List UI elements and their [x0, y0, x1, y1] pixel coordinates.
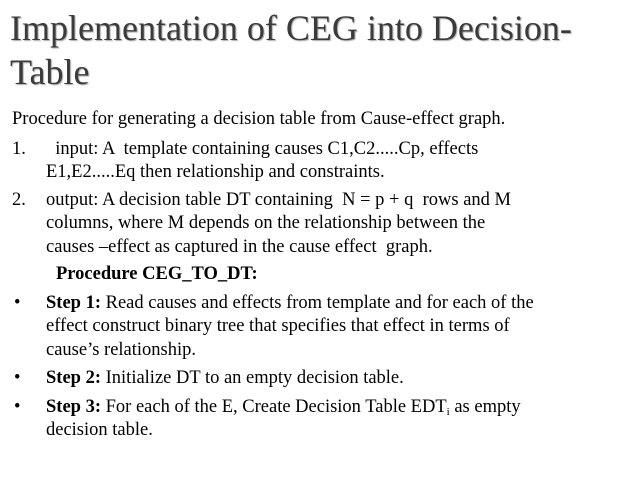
item-line: input: A template containing causes C1,C2.....Cp, effects — [46, 138, 479, 159]
item-line: causes –effect as captured in the cause effect graph. — [46, 236, 433, 257]
item-line: output: A decision table DT containing N = p + q rows and M — [46, 189, 511, 210]
item-line: E1,E2.....Eq then relationship and constraints. — [46, 162, 385, 182]
step-label: Step 2: — [46, 368, 101, 388]
step-line: decision table. — [46, 420, 153, 440]
bullet-icon: • — [14, 292, 21, 313]
intro-text: Procedure for generating a decision table from Cause-effect graph. — [12, 109, 506, 129]
title-line-1: Implementation of CEG into Decision- — [10, 8, 572, 48]
subscript: i — [446, 405, 450, 418]
step-label: Step 1: — [46, 292, 101, 313]
step-line: Initialize DT to an empty decision table. — [101, 368, 404, 388]
step-label: Step 3: — [46, 396, 101, 417]
step-2 — [12, 367, 628, 391]
item-marker: 2. — [12, 189, 26, 210]
numbered-item-input — [12, 138, 628, 185]
step-line: as empty — [449, 396, 521, 417]
slide-title — [10, 6, 634, 94]
item-marker: 1. — [12, 138, 26, 159]
bullet-icon: • — [14, 368, 21, 388]
step-line: effect construct binary tree that specifies that effect in terms of — [46, 316, 510, 336]
step-line: cause’s relationship. — [46, 339, 197, 360]
procedure-heading: Procedure CEG_TO_DT: — [56, 264, 258, 284]
title-line-2: Table — [10, 52, 90, 92]
step-3 — [12, 396, 628, 443]
bullet-icon: • — [14, 396, 21, 417]
numbered-item-output — [12, 189, 628, 260]
step-line: Read causes and effects from template and for each of the — [101, 292, 534, 313]
step-1 — [12, 292, 628, 363]
item-line: columns, where M depends on the relationship between the — [46, 213, 486, 233]
slide-body — [12, 108, 628, 448]
step-line: For each of the E, Create Decision Table EDT — [101, 396, 447, 417]
